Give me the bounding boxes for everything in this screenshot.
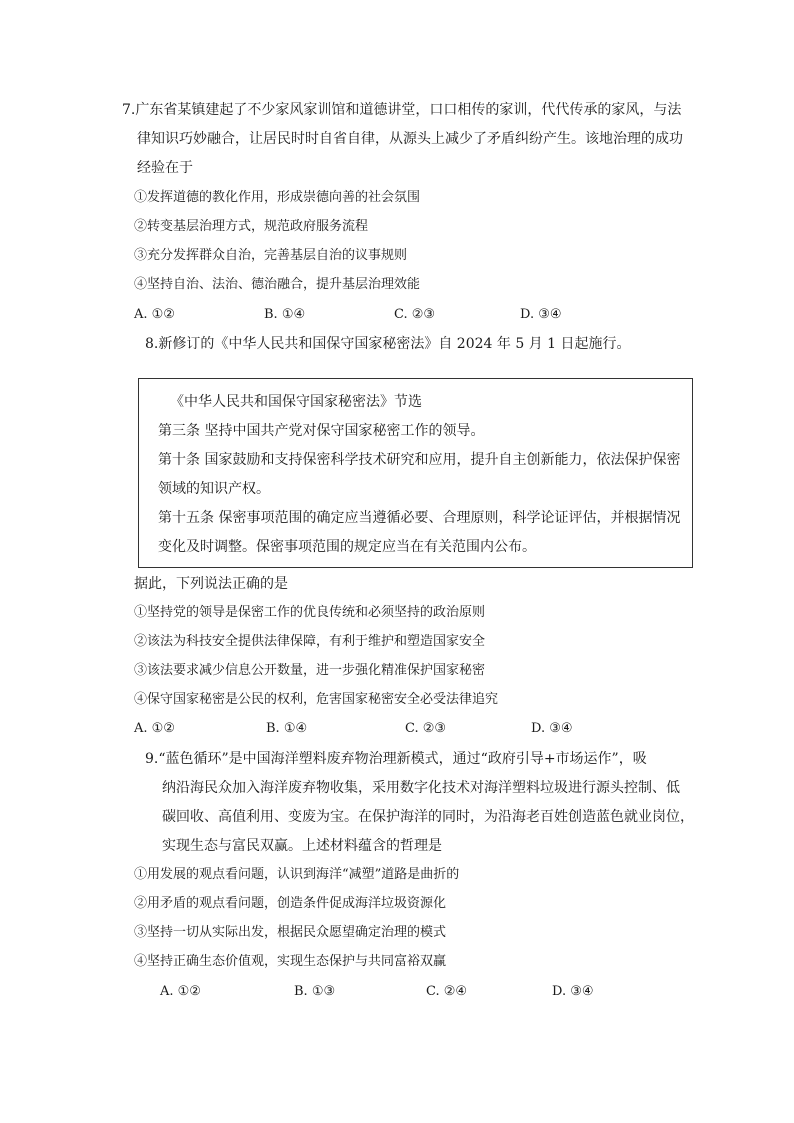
q8-item-4: ④保守国家秘密是公民的权利，危害国家秘密安全必受法律追究 [134, 692, 499, 707]
q9-choice-d: D. ③④ [552, 984, 594, 999]
q9-choice-c: C. ②④ [426, 984, 468, 999]
q9-choice-a: A. ①② [160, 984, 201, 999]
law-excerpt-line-4: 第十五条 保密事项范围的确定应当遵循必要、合理原则，科学论证评估，并根据情况 [158, 510, 681, 526]
q9-stem-line-3: 碳回收、高值利用、变废为宝。在保护海洋的同时，为沿海老百姓创造蓝色就业岗位， [162, 809, 694, 825]
q8-question: 据此，下列说法正确的是 [134, 576, 288, 592]
q9-item-2: ②用矛盾的观点看问题，创造条件促成海洋垃圾资源化 [134, 896, 447, 911]
law-excerpt-title: 《中华人民共和国保守国家秘密法》节选 [170, 394, 422, 410]
q7-stem-line-3: 经验在于 [137, 160, 193, 176]
q8-item-3: ③该法要求减少信息公开数量，进一步强化精准保护国家秘密 [134, 663, 486, 678]
law-excerpt-line-3: 领域的知识产权。 [158, 481, 270, 497]
q7-stem-line-1: 7.广东省某镇建起了不少家风家训馆和道德讲堂，口口相传的家训，代代传承的家风，与法 [122, 102, 682, 118]
q9-item-3: ③坚持一切从实际出发，根据民众愿望确定治理的模式 [134, 925, 447, 940]
q7-item-3: ③充分发挥群众自治，完善基层自治的议事规则 [134, 248, 408, 263]
q7-item-4: ④坚持自治、法治、德治融合，提升基层治理效能 [134, 277, 421, 292]
q7-choice-a: A. ①② [134, 307, 175, 322]
q9-item-4: ④坚持正确生态价值观，实现生态保护与共同富裕双赢 [134, 954, 447, 969]
q7-stem-line-2: 律知识巧妙融合，让居民时时自省自律，从源头上减少了矛盾纠纷产生。该地治理的成功 [137, 131, 683, 147]
q8-item-2: ②该法为科技安全提供法律保障，有利于维护和塑造国家安全 [134, 634, 486, 649]
q9-choice-b: B. ①③ [294, 984, 336, 999]
q7-choice-c: C. ②③ [394, 307, 436, 322]
q8-choice-b: B. ①④ [266, 721, 308, 736]
q9-stem-line-2: 纳沿海民众加入海洋废弃物收集，采用数字化技术对海洋塑料垃圾进行源头控制、低 [162, 780, 680, 796]
q8-item-1: ①坚持党的领导是保密工作的优良传统和必须坚持的政治原则 [134, 605, 486, 620]
q7-item-1: ①发挥道德的教化作用，形成崇德向善的社会氛围 [134, 190, 421, 205]
q7-item-2: ②转变基层治理方式，规范政府服务流程 [134, 219, 369, 234]
q8-choice-c: C. ②③ [405, 721, 447, 736]
q8-choice-d: D. ③④ [531, 721, 573, 736]
law-excerpt-line-1: 第三条 坚持中国共产党对保守国家秘密工作的领导。 [158, 423, 485, 439]
q9-stem-line-1: 9.“蓝色循环”是中国海洋塑料废弃物治理新模式，通过“政府引导+市场运作”，吸 [145, 751, 647, 767]
q7-choice-b: B. ①④ [264, 307, 306, 322]
q8-stem: 8.新修订的《中华人民共和国保守国家秘密法》自 2024 年 5 月 1 日起施行。 [145, 336, 631, 352]
q9-stem-line-4: 实现生态与富民双赢。上述材料蕴含的哲理是 [162, 838, 442, 854]
law-excerpt-line-5: 变化及时调整。保密事项范围的规定应当在有关范围内公布。 [158, 539, 536, 555]
q7-choice-d: D. ③④ [520, 307, 562, 322]
q8-choice-a: A. ①② [134, 721, 175, 736]
law-excerpt-line-2: 第十条 国家鼓励和支持保密科学技术研究和应用，提升自主创新能力，依法保护保密 [158, 452, 681, 468]
q9-item-1: ①用发展的观点看问题，认识到海洋“减塑”道路是曲折的 [134, 867, 460, 882]
